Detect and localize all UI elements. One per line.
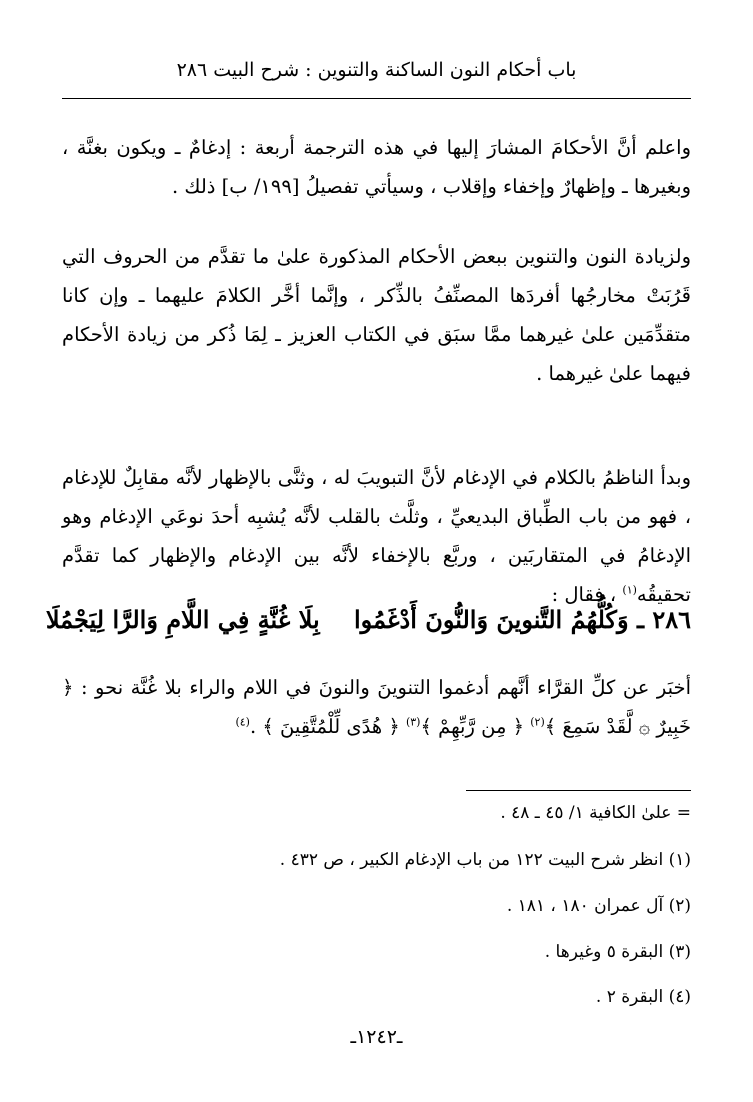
verse-number: ٢٨٦ ـ	[636, 605, 691, 634]
paragraph-3-text: وبدأ الناظمُ بالكلام في الإدغام لأنَّ التبويبَ له ، وثنَّى بالإظهار لأنَّه مقابِلٌ للإدغام ، فهو من باب الطِّباق البديعيِّ ، وثلَّث بالقلب لأنَّه يُشبِه أحدَ نوعَي الإدغام وهو الإدغامُ في المتقاربَين ، وربَّع بالإخفاء لأنَّه بين الإدغام والإظهار كما تقدَّم تحقيقُه	[62, 466, 691, 606]
page-number: ـ١٢٤٢ـ	[350, 1026, 403, 1048]
footnote-ref-1: (١)	[622, 583, 637, 597]
paragraph-1	[62, 128, 691, 206]
quran-quote-2: ﴿ مِن رَّبِّهِمْ ﴾	[420, 715, 525, 738]
quran-quote-3: ﴿ هُدًى لِّلْمُتَّقِينَ ﴾ .	[249, 715, 400, 738]
paragraph-4	[62, 668, 691, 746]
paragraph-2-text: ولزيادة النون والتنوين ببعض الأحكام المذكورة علىٰ ما تقدَّم من الحروف التي قَرُبَتْ مخارجُها أفردَها المصنِّفُ بالذِّكر ، وإنَّما أخَّر الكلامَ عليهما ـ وإن كانا متقدِّمَين علىٰ غيرهما ممَّا سبَق في الكتاب العزيز ـ لِمَا ذُكر من زيادة الأحكام فيهما علىٰ غيرهما .	[62, 245, 691, 385]
running-header	[62, 50, 691, 90]
header-divider	[62, 98, 691, 99]
paragraph-1-text: واعلم أنَّ الأحكامَ المشارَ إليها في هذه الترجمة أربعة : إدغامٌ ـ ويكون بغنَّة ، وبغيرها ـ وإظهارٌ وإخفاء وإقلاب ، وسيأتي تفصيلُ [١٩٩/ ب] ذلك .	[62, 136, 691, 198]
paragraph-3-end: ، فقال :	[551, 583, 617, 606]
footnote-ref-2: (٢)	[530, 715, 545, 729]
paragraph-2	[62, 237, 691, 393]
poem-verse	[45, 598, 691, 642]
footnote-3: (٣) البقرة ٥ وغيرها .	[544, 942, 691, 962]
footnote-ref-3: (٣)	[405, 715, 421, 729]
verse-first-hemistich: وَكُلُّهُمُ التَّنوينَ وَالنُّونَ أَدْغَمُوا	[354, 605, 629, 634]
paragraph-4-text: أخبَر عن كلِّ القرَّاء أنَّهم أدغموا التنوينَ والنونَ في اللام والراء بلا غُنَّة نحو : ﴿ خَبِيرٌ ۞ لَّقَدْ سَمِعَ ﴾	[62, 676, 691, 738]
paragraph-3	[62, 458, 691, 614]
footnote-2: (٢) آل عمران ١٨٠ ، ١٨١ .	[506, 896, 691, 916]
footnote-continuation: = علىٰ الكافية ١/ ٤٥ ـ ٤٨ .	[500, 803, 691, 823]
footnote-divider	[466, 790, 691, 791]
footnote-ref-4: (٤)	[235, 715, 250, 729]
running-title: باب أحكام النون الساكنة والتنوين : شرح البيت ٢٨٦	[176, 59, 577, 81]
footnote-1: (١) انظر شرح البيت ١٢٢ من باب الإدغام الكبير ، ص ٤٣٢ .	[279, 850, 691, 870]
footnote-4: (٤) البقرة ٢ .	[595, 987, 691, 1007]
verse-second-hemistich: بِلَا غُنَّةٍ فِي اللَّامِ وَالرَّا لِيَجْمُلَا	[45, 605, 320, 634]
